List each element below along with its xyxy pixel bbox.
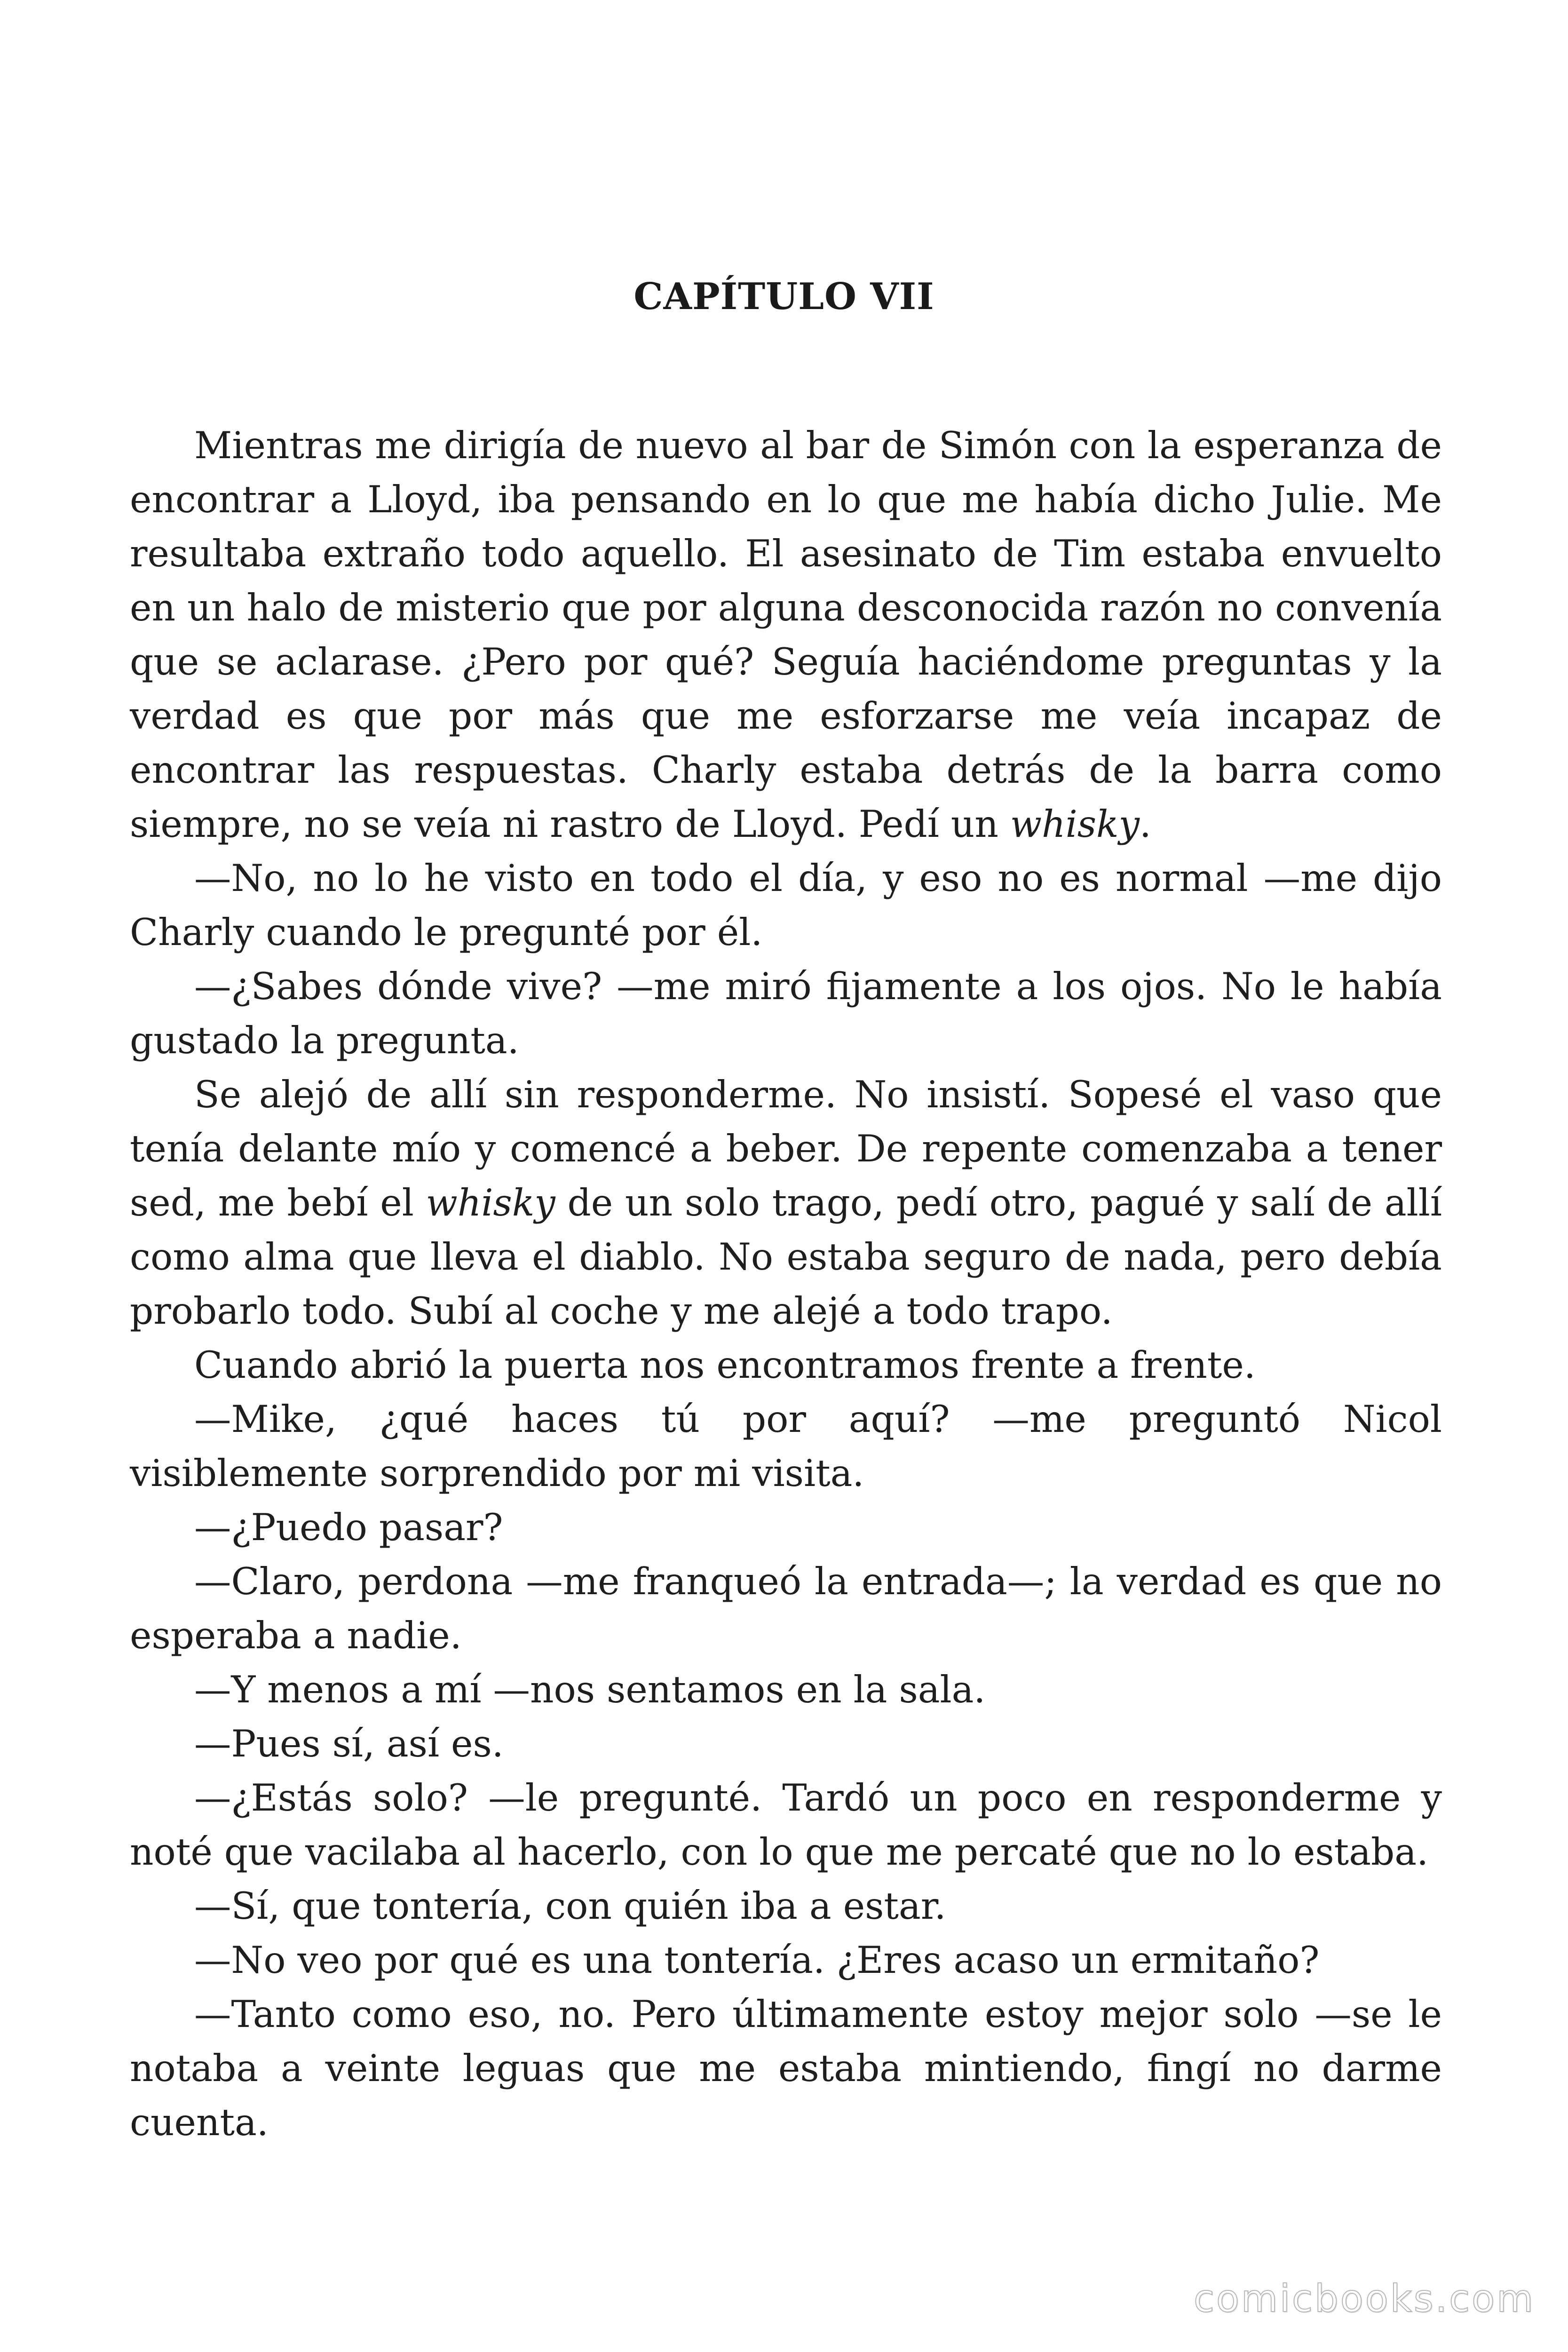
paragraph-14: —Tanto como eso, no. Pero últimamente estoy mejor solo —se le notaba a veinte leguas que me estaba mintiendo, fingí no darme cuenta. xyxy=(130,1993,1442,2144)
paragraph-4-italic-word: whisky xyxy=(426,1181,555,1224)
chapter-body xyxy=(130,419,1442,2150)
paragraph-3: —¿Sabes dónde vive? —me miró fijamente a los ojos. No le había gustado la pregunta. xyxy=(130,965,1442,1062)
paragraph-1-text-after: . xyxy=(1139,803,1151,846)
paragraph-4 xyxy=(130,1068,1442,1338)
paragraph-2: —No, no lo he visto en todo el día, y eso no es normal —me dijo Charly cuando le pregunté por él. xyxy=(130,857,1442,954)
paragraph-1-italic-word: whisky xyxy=(1010,803,1140,846)
paragraph-5: Cuando abrió la puerta nos encontramos frente a frente. xyxy=(194,1343,1256,1387)
paragraph-6: —Mike, ¿qué haces tú por aquí? —me preguntó Nicol visiblemente sorprendido por mi visita. xyxy=(130,1398,1442,1495)
paragraph-4-text-after: de un solo trago, pedí otro, pagué y salí de allí como alma que lleva el diablo. No estaba seguro de nada, pero debía probarlo todo. Subí al coche y me alejé a todo trapo. xyxy=(130,1181,1442,1333)
paragraph-10: —Pues sí, así es. xyxy=(194,1722,504,1765)
chapter-title: CAPÍTULO VII xyxy=(634,275,934,318)
paragraph-11: —¿Estás solo? —le pregunté. Tardó un poco en responderme y noté que vacilaba al hacerlo, con lo que me percaté que no lo estaba. xyxy=(130,1776,1442,1874)
paragraph-9: —Y menos a mí —nos sentamos en la sala. xyxy=(194,1668,986,1711)
paragraph-7: —¿Puedo pasar? xyxy=(194,1506,503,1549)
watermark-logo: comicbooks.com xyxy=(1193,2277,1535,2320)
paragraph-4-text-before: Se alejó de allí sin responderme. No insistí. Sopesé el vaso que tenía delante mío y comencé a beber. De repente comenzaba a tener sed, me bebí el xyxy=(130,1073,1442,1224)
paragraph-12: —Sí, que tontería, con quién iba a estar. xyxy=(194,1884,946,1928)
paragraph-1 xyxy=(130,419,1442,851)
paragraph-8: —Claro, perdona —me franqueó la entrada—; la verdad es que no esperaba a nadie. xyxy=(130,1560,1442,1657)
paragraph-1-text-before: Mientras me dirigía de nuevo al bar de Simón con la esperanza de encontrar a Lloyd, iba pensando en lo que me había dicho Julie. Me resultaba extraño todo aquello. El asesinato de Tim estaba envuelto en un halo de misterio que por alguna desconocida razón no convenía que se aclarase. ¿Pero por qué? Seguía haciéndome preguntas y la verdad es que por más que me esforzarse me veía incapaz de encontrar las respuestas. Charly estaba detrás de la barra como siempre, no se veía ni rastro de Lloyd. Pedí un xyxy=(130,424,1442,846)
paragraph-13: —No veo por qué es una tontería. ¿Eres acaso un ermitaño? xyxy=(194,1939,1320,1982)
